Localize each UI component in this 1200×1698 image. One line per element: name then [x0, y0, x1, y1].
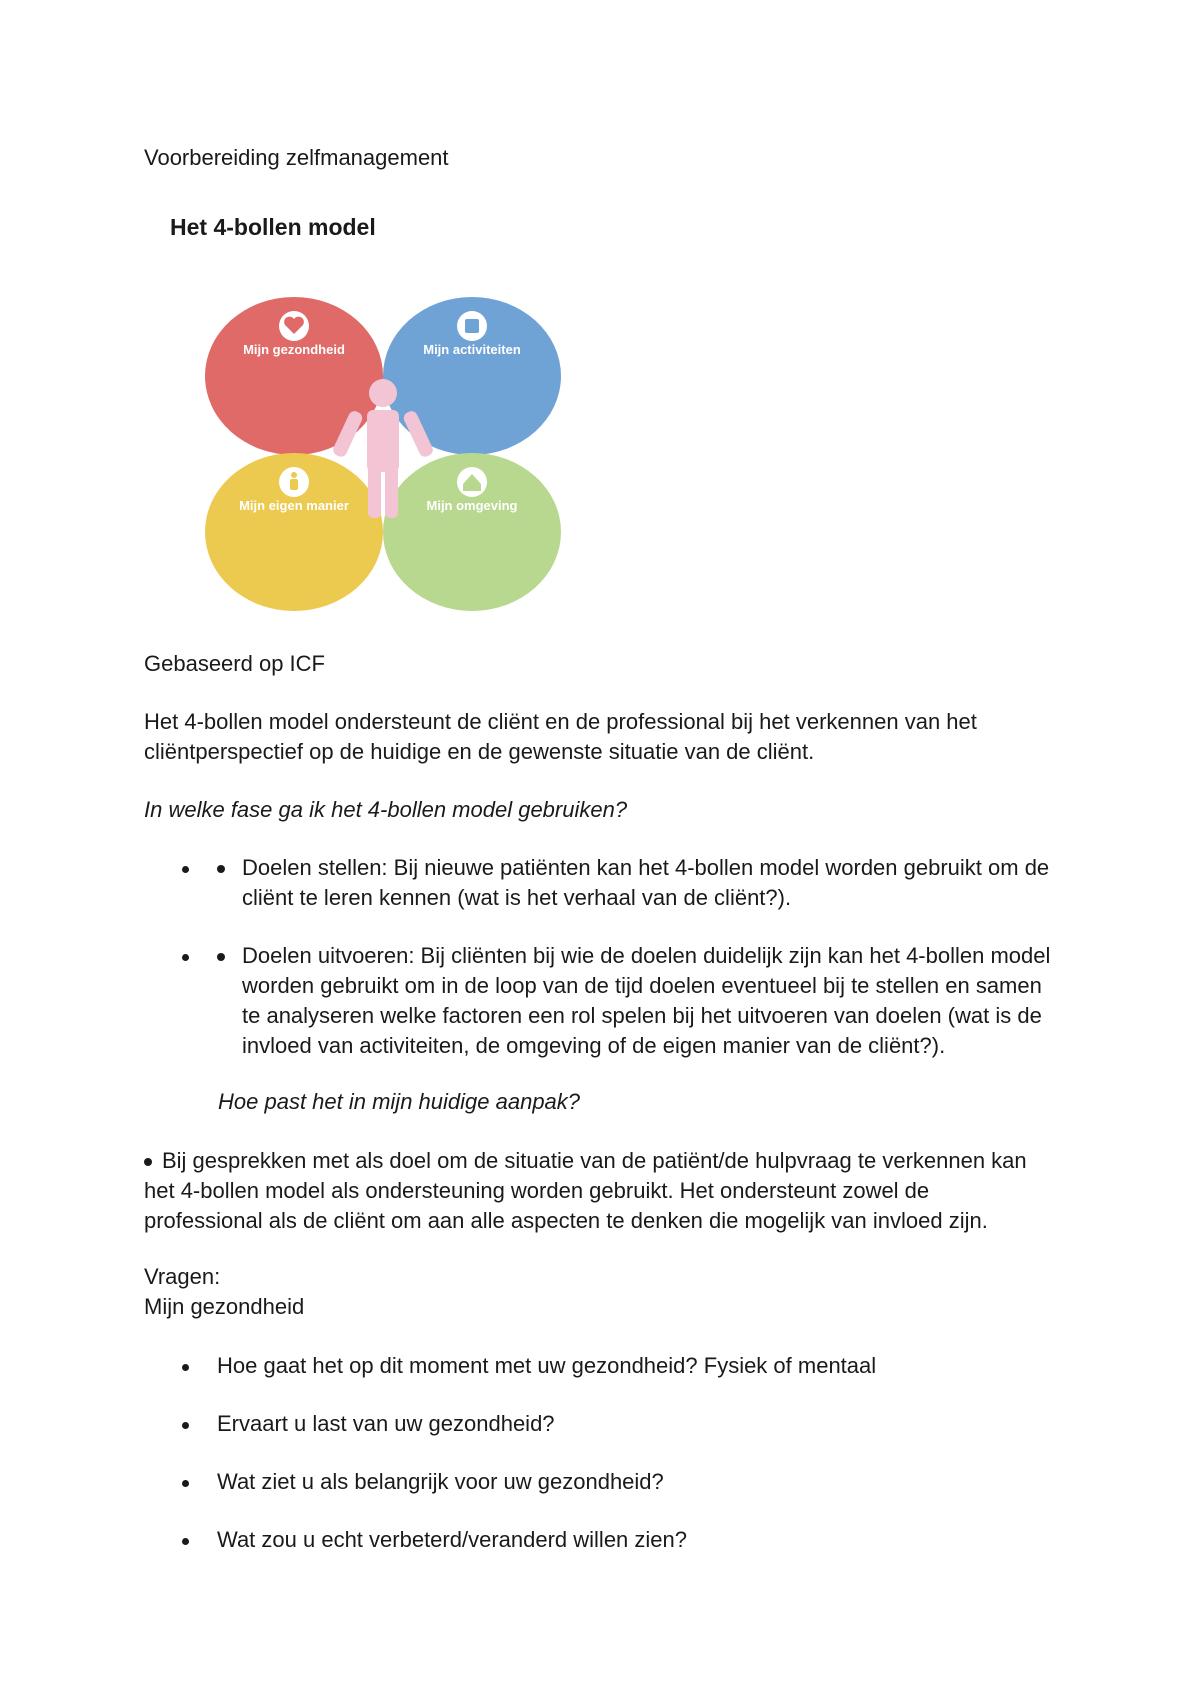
- list-bullet: [182, 954, 189, 961]
- circle-label-own-way: Mijn eigen manier: [239, 498, 349, 513]
- list-bullet: [217, 865, 225, 873]
- document-title: Voorbereiding zelfmanagement: [144, 145, 449, 170]
- list-bullet: [182, 1480, 189, 1487]
- approach-question: Hoe past het in mijn huidige aanpak?: [218, 1089, 581, 1114]
- circle-label-health: Mijn gezondheid: [243, 342, 345, 357]
- phase-item-2: Doelen uitvoeren: Bij cliënten bij wie de doelen duidelijk zijn kan het 4-bollen model worden gebruikt om in de loop van de tijd doelen eventueel bij te stellen en samen te analyseren welke factoren een rol spelen bij het uitvoeren van doelen (wat is de invloed van activiteiten, de omgeving of de eigen manier van de cliënt?).: [242, 943, 1051, 1058]
- list-bullet: [182, 1538, 189, 1545]
- activity-icon: [457, 311, 487, 341]
- phase-item-1: Doelen stellen: Bij nieuwe patiënten kan het 4-bollen model worden gebruikt om de cliënt te leren kennen (wat is het verhaal van de cliënt?).: [242, 855, 1050, 910]
- health-question-3: Wat ziet u als belangrijk voor uw gezondheid?: [217, 1469, 664, 1494]
- list-bullet: [217, 953, 225, 961]
- based-on-text: Gebaseerd op ICF: [144, 651, 325, 676]
- four-circles-diagram: [200, 292, 570, 622]
- heart-icon: [279, 311, 309, 341]
- list-bullet: [182, 1422, 189, 1429]
- approach-paragraph: Bij gesprekken met als doel om de situatie van de patiënt/de hulpvraag te verkennen kan het 4-bollen model als ondersteuning worden gebruikt. Het ondersteunt zowel de professional als de cliënt om aan alle aspecten te denken die mogelijk van invloed zijn.: [144, 1148, 1027, 1233]
- person-icon: [279, 467, 309, 497]
- list-bullet: [182, 1364, 189, 1371]
- model-heading: Het 4-bollen model: [170, 214, 376, 240]
- questions-label: Vragen:: [144, 1264, 221, 1289]
- health-question-2: Ervaart u last van uw gezondheid?: [217, 1411, 555, 1436]
- phase-question: In welke fase ga ik het 4-bollen model gebruiken?: [144, 797, 628, 822]
- circle-label-activities: Mijn activiteiten: [423, 342, 521, 357]
- health-question-4: Wat zou u echt verbeterd/veranderd willen zien?: [217, 1527, 687, 1552]
- health-heading: Mijn gezondheid: [144, 1294, 305, 1319]
- intro-paragraph: Het 4-bollen model ondersteunt de cliënt en de professional bij het verkennen van het cliëntperspectief op de huidige en de gewenste situatie van de cliënt.: [144, 709, 977, 764]
- health-question-1: Hoe gaat het op dit moment met uw gezondheid? Fysiek of mentaal: [217, 1353, 877, 1378]
- phase-item-2-text: [242, 941, 1062, 1061]
- house-icon: [457, 467, 487, 497]
- circle-label-environment: Mijn omgeving: [426, 498, 518, 513]
- list-bullet: [182, 866, 189, 873]
- phase-item-1-text: [242, 853, 1062, 913]
